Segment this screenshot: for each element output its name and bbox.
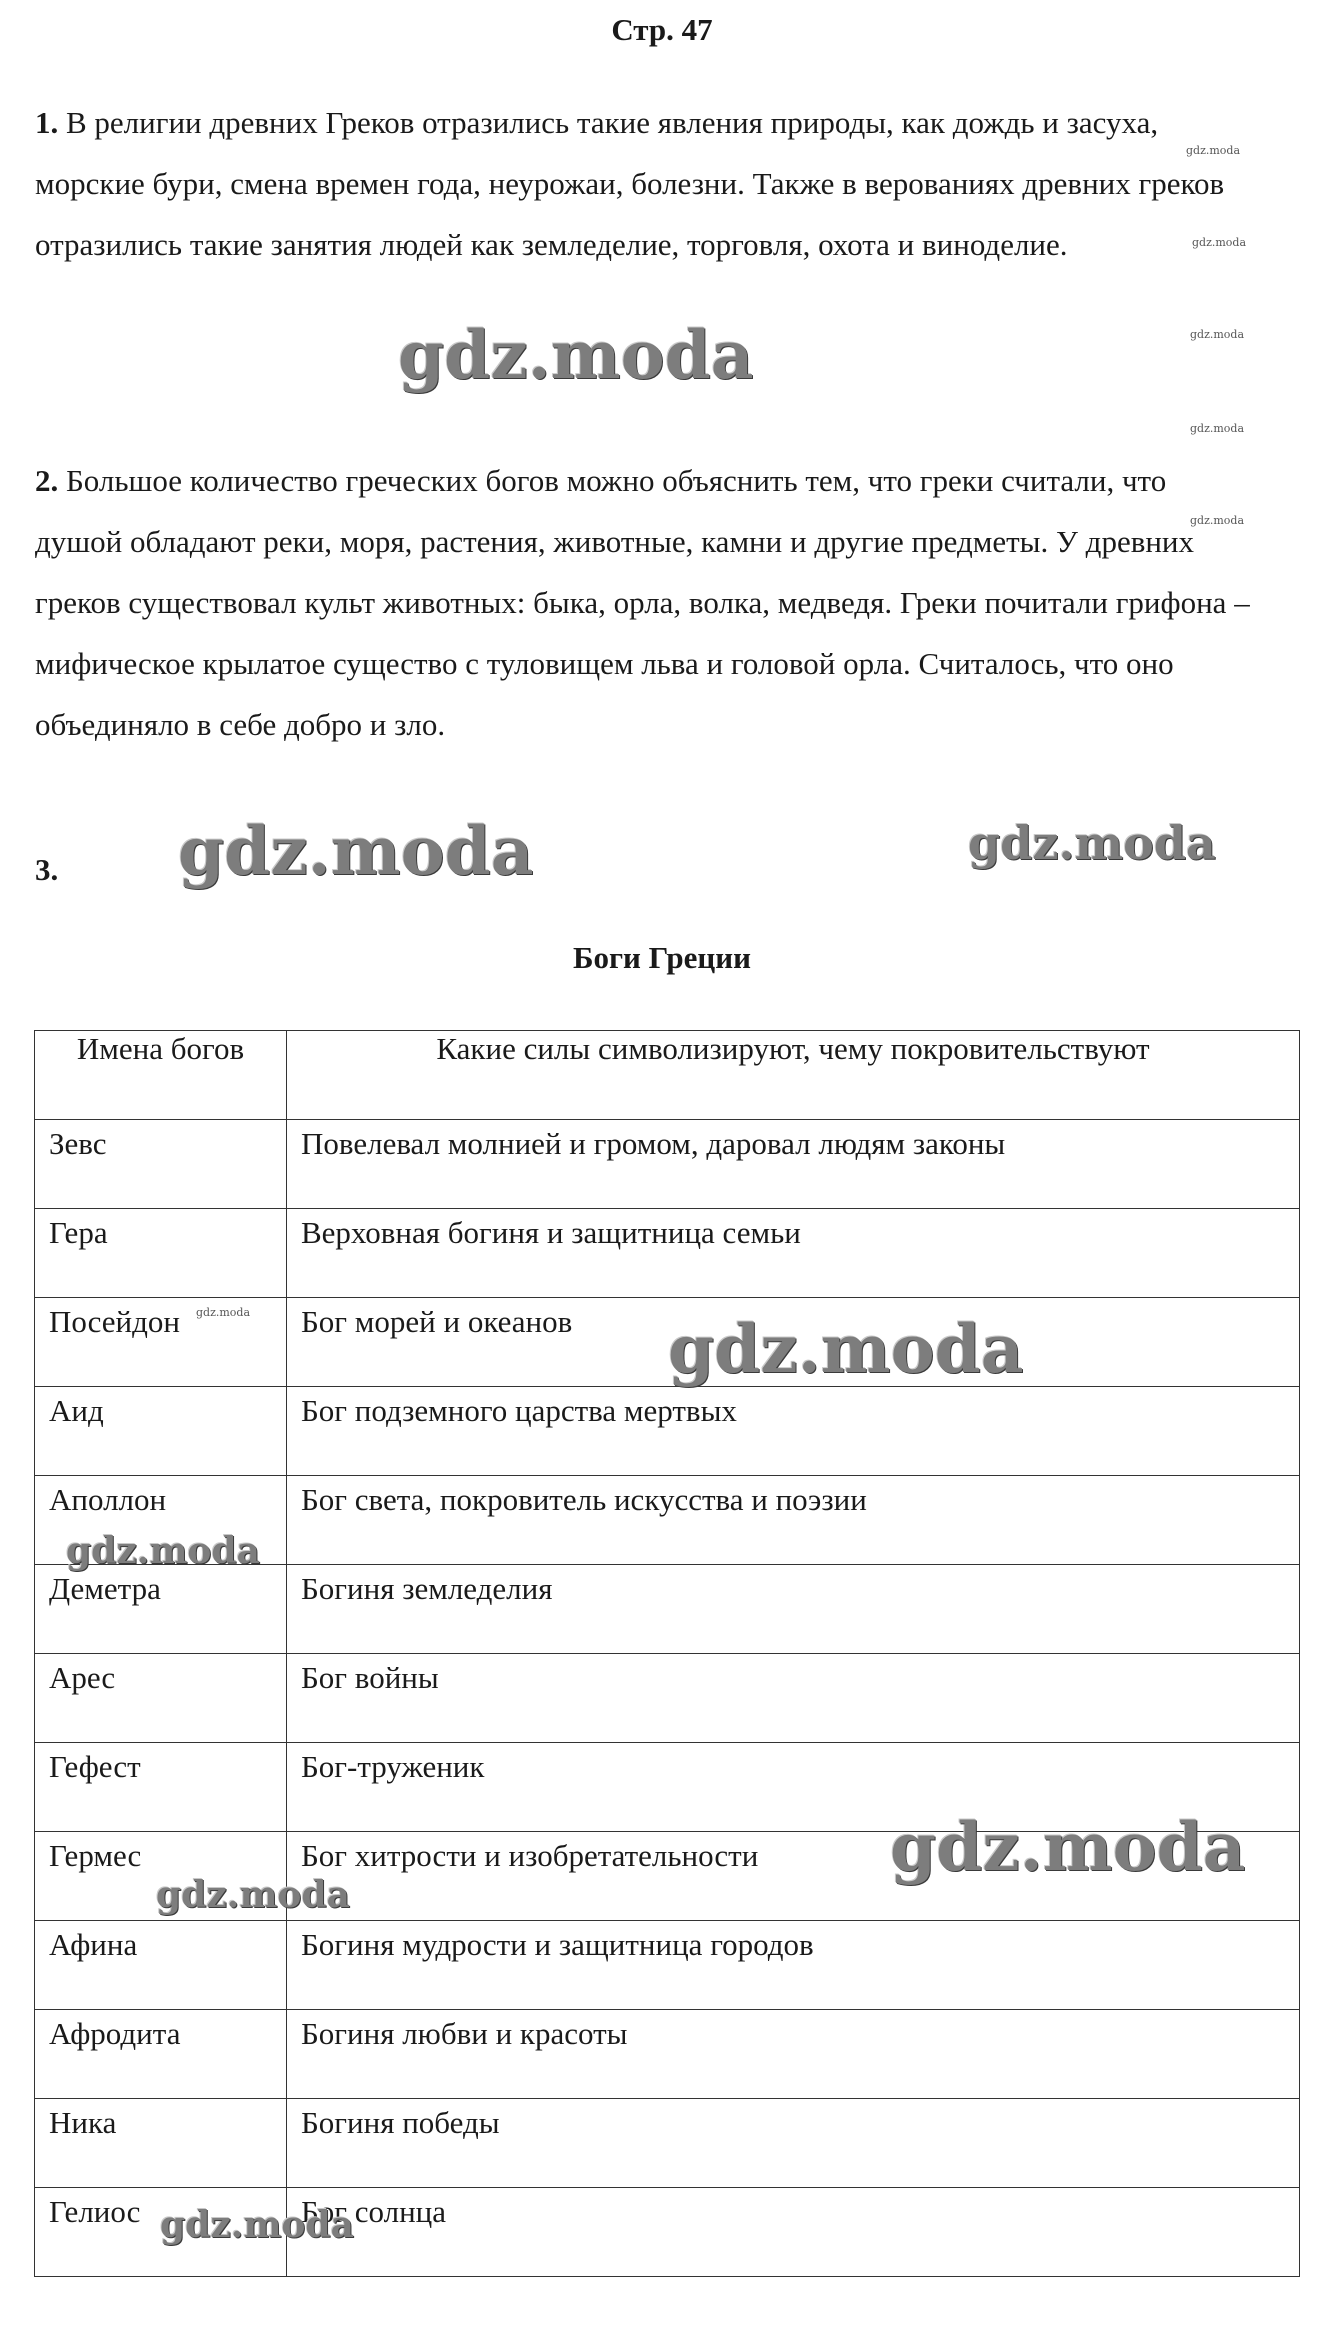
watermark-logo: gdz.moda xyxy=(196,1306,251,1319)
table-row xyxy=(35,1832,1300,1921)
god-description: Богиня земледелия xyxy=(287,1565,1300,1654)
table-row xyxy=(35,1476,1300,1565)
task-2-number: 2. xyxy=(35,463,59,498)
table-row xyxy=(35,1921,1300,2010)
table-row xyxy=(35,2010,1300,2099)
header-powers: Какие силы символизируют, чему покровительствуют xyxy=(287,1031,1300,1120)
header-god-names: Имена богов xyxy=(35,1031,287,1120)
watermark-logo: gdz.moda xyxy=(156,1874,350,1916)
watermark-logo: gdz.moda xyxy=(1186,144,1241,157)
god-description: Бог-труженик xyxy=(287,1743,1300,1832)
table-row xyxy=(35,1743,1300,1832)
table-header-row xyxy=(35,1031,1300,1120)
watermark-logo: gdz.moda xyxy=(178,812,534,890)
gods-table xyxy=(34,1030,1300,2277)
watermark-logo: gdz.moda xyxy=(1192,236,1247,249)
god-name: Гера xyxy=(35,1209,287,1298)
watermark-logo: gdz.moda xyxy=(968,816,1216,870)
god-name: Деметра xyxy=(35,1565,287,1654)
table-row xyxy=(35,1654,1300,1743)
god-name: Посейдон xyxy=(35,1298,287,1387)
god-description: Богиня победы xyxy=(287,2099,1300,2188)
watermark-logo: gdz.moda xyxy=(1190,422,1245,435)
god-name: Ника xyxy=(35,2099,287,2188)
task-3-number: 3. xyxy=(35,852,59,887)
god-description: Верховная богиня и защитница семьи xyxy=(287,1209,1300,1298)
table-row xyxy=(35,1387,1300,1476)
god-description: Бог подземного царства мертвых xyxy=(287,1387,1300,1476)
watermark-logo: gdz.moda xyxy=(668,1310,1024,1388)
god-name: Гермес xyxy=(35,1832,287,1921)
table-row xyxy=(35,1120,1300,1209)
watermark-logo: gdz.moda xyxy=(66,1530,260,1572)
god-name: Гелиос xyxy=(35,2188,287,2277)
god-description: Бог войны xyxy=(287,1654,1300,1743)
god-name: Гефест xyxy=(35,1743,287,1832)
watermark-logo: gdz.moda xyxy=(1190,514,1245,527)
table-row xyxy=(35,1298,1300,1387)
god-name: Аполлон xyxy=(35,1476,287,1565)
god-name: Арес xyxy=(35,1654,287,1743)
table-row xyxy=(35,2099,1300,2188)
watermark-logo: gdz.moda xyxy=(890,1808,1246,1886)
task-2-text: Большое количество греческих богов можно объяснить тем, что греки считали, что душой обладают реки, моря, растения, животные, камни и другие предметы. У древних греков существовал культ животных: быка, орла, волка, медведя. Греки почитали грифона – мифическое крылатое существо с туловищем льва и головой орла. Считалось, что оно объединяло в себе добро и зло. xyxy=(35,463,1250,742)
table-row xyxy=(35,2188,1300,2277)
task-1-text: В религии древних Греков отразились такие явления природы, как дождь и засуха, морские бури, смена времен года, неурожаи, болезни. Также в верованиях древних греков отразились такие занятия людей как земледелие, торговля, охота и виноделие. xyxy=(35,105,1225,262)
page-title: Стр. 47 xyxy=(611,12,713,47)
table-title: Боги Греции xyxy=(572,940,752,975)
god-name: Аид xyxy=(35,1387,287,1476)
god-description: Повелевал молнией и громом, даровал людям законы xyxy=(287,1120,1300,1209)
table-row xyxy=(35,1565,1300,1654)
god-description: Богиня любви и красоты xyxy=(287,2010,1300,2099)
watermark-logo: gdz.moda xyxy=(1190,328,1245,341)
god-name: Афродита xyxy=(35,2010,287,2099)
watermark-logo: gdz.moda xyxy=(160,2204,354,2246)
task-2-paragraph xyxy=(35,450,1255,755)
table-row xyxy=(35,1209,1300,1298)
god-description: Бог света, покровитель искусства и поэзии xyxy=(287,1476,1300,1565)
task-1-number: 1. xyxy=(35,105,59,140)
god-name: Афина xyxy=(35,1921,287,2010)
god-description: Бог морей и океанов xyxy=(287,1298,1300,1387)
task-1-paragraph xyxy=(35,92,1255,275)
watermark-logo: gdz.moda xyxy=(398,316,754,394)
god-description: Богиня мудрости и защитница городов xyxy=(287,1921,1300,2010)
god-name: Зевс xyxy=(35,1120,287,1209)
god-description: Бог хитрости и изобретательности xyxy=(287,1832,1300,1921)
god-description: Бог солнца xyxy=(287,2188,1300,2277)
